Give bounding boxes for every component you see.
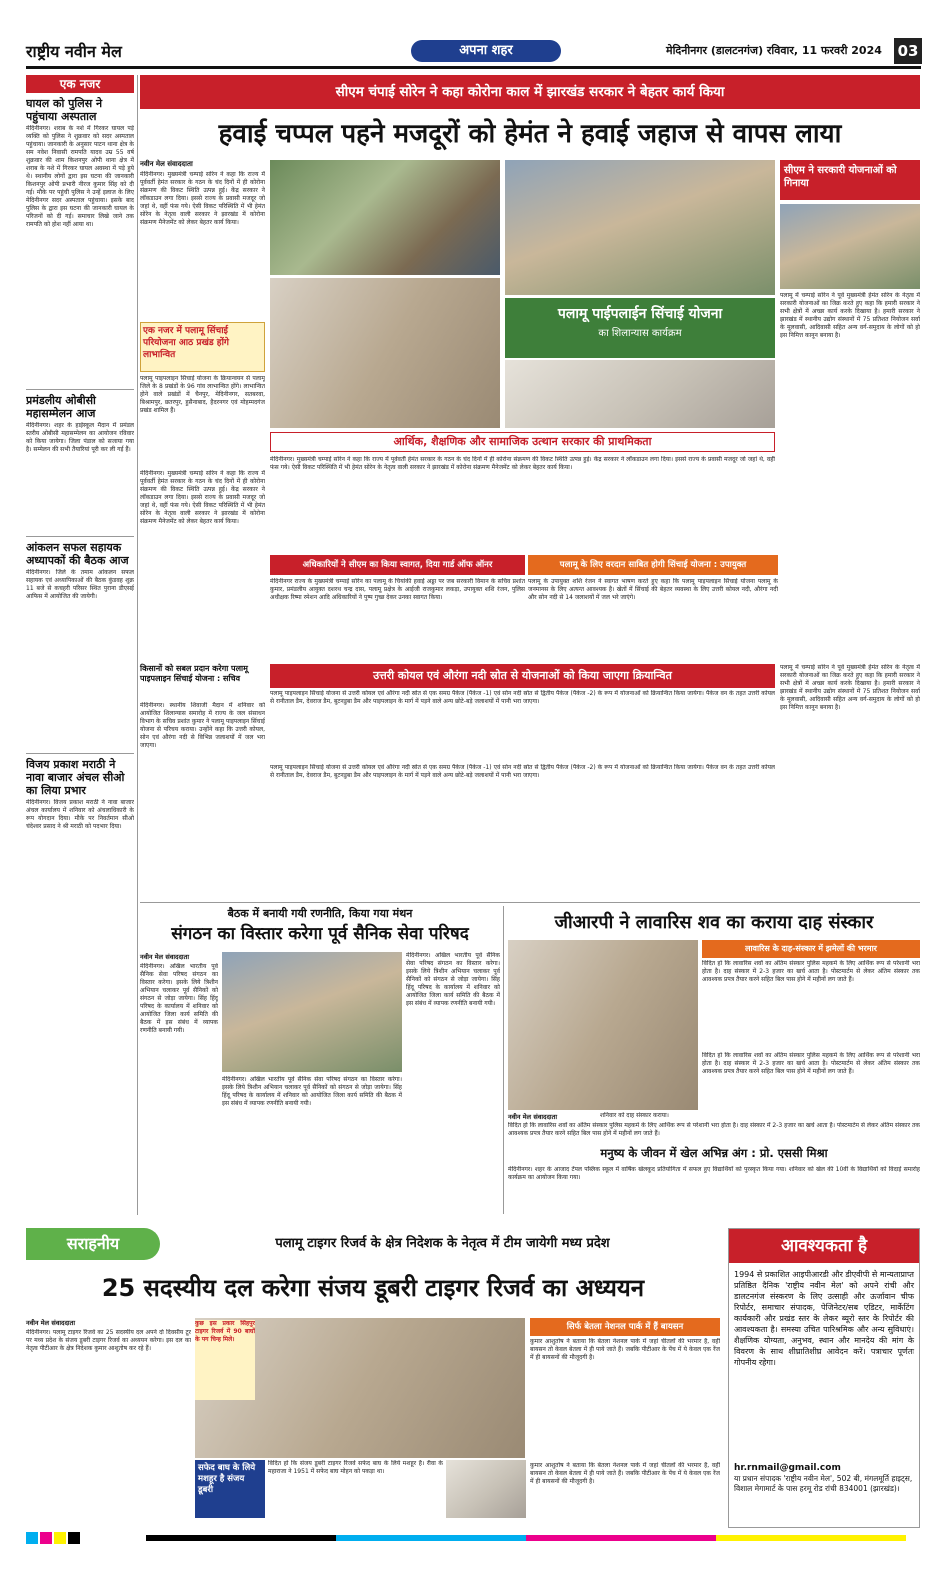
welcome-header	[270, 555, 525, 575]
story-continuation: मेदिनीनगर। मुख्यमंत्री चम्पाई सोरेन ने कहा कि राज्य में पूर्ववर्ती हेमंत सरकार के गठन के चंद दिनों में ही कोरोना संक्रमण की विकट स्थिति उत्पन्न हुई। केंद्र सरकार ने लॉकडाउन लगा दिया। इससे राज्य के प्रवासी मजदूर जो जहां थे, वहीं फंस गये। ऐसी विकट परिस्थिति में भी हेमंत सोरेन के नेतृत्व वाली सरकार ने झारखंड में कोरोना संक्रमण मैनेजमेंट को लेकर बेहतर कार्य किया।	[140, 470, 265, 525]
bottom-headline: 25 सदस्यीय दल करेगा संजय डूबरी टाइगर रिजर्व का अध्ययन	[101, 1274, 645, 1302]
section-badge: अपना शहर	[411, 40, 561, 62]
bottom-kicker: पलामू टाइगर रिजर्व के क्षेत्र निदेशक के नेतृत्व में टीम जायेगी मध्य प्रदेश	[275, 1236, 610, 1251]
irrigation-body: मेदिनीनगर। स्थानीय शिवाजी मैदान में शनिवार को आयोजित शिलान्यास समारोह में राज्य के जल संसाधन विभाग के सचिव प्रशांत कुमार ने पलामू पाइपलाइन सिंचाई योजना से परिचय कराया। उन्होंने कहा कि उत्तरी कोयल, सोन एवं औरंगा नदी से विभिन्न जलाशयों में जल भरा जाएगा।	[140, 702, 265, 749]
ad-address: या प्रधान संपादक 'राष्ट्रीय नवीन मेल', 502 बी, मंगलमूर्ति हाइट्स, विशाल मेगामार्ट के पास हरमू रोड रांची 834001 (झारखंड)।	[734, 1474, 913, 1493]
side-box-header	[140, 322, 265, 372]
grp-body: विदित हो कि लावारिस शवों का अंतिम संस्कार पुलिस महकमे के लिए आर्थिक रूप से परेशानी भरा होता है। दाह संस्कार में 2-3 हजार का खर्च आता है। पोस्टमार्टम से लेकर अंतिम संस्कार तक आवश्यक प्रपत्र तैयार करने सहित बिल पास होने में महीनों लग जाते हैं।	[508, 1122, 920, 1137]
ex-servicemen-photo	[222, 952, 402, 1072]
koel-header	[270, 664, 775, 688]
boon-title: पलामू के लिए वरदान साबित होगी सिंचाई योजना : उपायुक्त	[559, 560, 747, 570]
betla-body: कुमार आशुतोष ने बताया कि बेतला नेशनल पार्क में जहां चीतलों की भरमार है, वहीं बायसन तो केवल बेतला में ही पाये जाते हैं। जबकि पीटीआर के पेंच में ये केवल एक रेंज में ही बायसनों की मौजूदगी है।	[530, 1338, 720, 1361]
right-box-title: सीएम ने सरकारी योजनाओं को गिनाया	[784, 165, 897, 189]
registration-strip	[26, 1532, 921, 1544]
dateline: मेदिनीनगर (डालटनगंज) रविवार, 11 फरवरी 2024	[666, 44, 882, 57]
irrigation-title: किसानों को सबल प्रदान करेगा पलामू पाइपलाइन सिंचाई योजना : सचिव	[140, 664, 248, 683]
tiger-box-title: सफेद बाघ के लिये मशहूर है संजय डूबरी	[198, 1463, 256, 1495]
grp-headline: जीआरपी ने लावारिस शव का कराया दाह संस्कार	[554, 912, 874, 933]
newspaper-brand: राष्ट्रीय नवीन मेल	[26, 42, 122, 61]
cm-photo-2	[505, 160, 775, 295]
news-body: मेदिनीनगर। विजय प्रकाश मराठी ने नावा बाजार अंचल कार्यालय में शनिवार को अंचलाधिकारी के रूप योगदान दिया। मौके पर निवर्तमान सीओ चंदेश्वर प्रसाद ने श्री मराठी को पदभार दिया।	[26, 799, 134, 830]
masthead-rule	[26, 66, 921, 69]
ad-body: 1994 से प्रकाशित आइपीआरडी और डीएवीपी से मान्यताप्राप्त प्रतिष्ठित दैनिक 'राष्ट्रीय नवीन मेल' को अपने रांची और डालटनगंज संस्करण के लिए उत्साही और ऊर्जावान चीफ रिपोर्टर, समाचार संपादक, पेजिनेटर/सब एडिटर, मार्केटिंग कार्यकारी और प्रखंड स्तर के लेकर ब्यूरो स्तर के रिपोर्टर की आवश्यकता है। समस्या उचित पारिश्रमिक और अन्य सुविधाएं। शैक्षणिक योग्यता, अनुभव, स्थान और मानदेय की मांग के विवरण के साथ शीघ्रातिशीघ्र आवेदन करें। पत्राचार पूर्णतः गोपनीय रहेगा।	[734, 1270, 914, 1367]
sports-body: मेदिनीनगर। शहर के आजाद टेंपल पब्लिक स्कूल में वार्षिक खेलकूद प्रतियोगिता में सफल हुए विद्यार्थियों को पुरस्कृत किया गया। शनिवार को खेल की 10वीं के विद्यार्थियों को विदाई समारोह कार्यक्रम का आयोजन किया गया।	[508, 1166, 920, 1181]
side-box-body: पलामू पाइपलाइन सिंचाई योजना के क्रियान्वयन से पलामू जिले के 8 प्रखंडों के 96 गांव लाभान्वित होंगे। लाभान्वित होने वाले प्रखंडों में चैनपुर, मेदिनीनगर, सतबरवा, बिश्रामपुर, छतरपुर, हुसैनाबाद, हैदरनगर एवं मोहम्मदगंज प्रखंड शामिल हैं।	[140, 375, 265, 414]
recruitment-ad	[728, 1228, 920, 1528]
page-number: 03	[894, 38, 922, 64]
news-body: मेदिनीनगर। शराब के नशे में गिरकर घायल पड़े व्यक्ति को पुलिस ने शुक्रवार को सदर अस्पताल पहुंचाया। जानकारी के अनुसार पाटन थाना क्षेत्र के सम नवेश निवासी रामपति यादव उम्र 55 वर्ष शुक्रवार की शाम किशनपुर ओपी थाना क्षेत्र में शराब के नशे में गिरकर घायल अवस्था में पड़े हुये थे। स्थानीय लोगों द्वारा इस घटना की जानकारी किशनपुर ओपी प्रभारी नीरज कुमार सिंह को दी गई। मौके पर पहुंची पुलिस ने उन्हें इलाज के लिए मेदिनीनगर सदर अस्पताल पहुंचाया। इसके बाद पुलिस के द्वारा इस घटना की जानकारी घायल के परिजनों को दी गई। समाचार लिखे जाने तक रामपति को होश नहीं आया था।	[26, 125, 134, 228]
news-title: घायल को पुलिस ने पहुंचाया अस्पताल	[26, 97, 103, 123]
top-kicker-bar	[140, 75, 920, 109]
ad-email[interactable]: hr.rnmail@gmail.com	[734, 1463, 841, 1473]
ad-title: आवश्यकता है	[729, 1229, 919, 1263]
middle-left-headline: संगठन का विस्तार करेगा पूर्व सैनिक सेवा परिषद	[171, 924, 469, 944]
grp-side-header	[702, 940, 920, 958]
right-continuation: पलामू में चम्पाई सोरेन ने पूर्व मुख्यमंत्री हेमंत सोरेन के नेतृत्व में सरकारी योजनाओं का जिक्र करते हुए कहा कि हमारी सरकार ने सभी क्षेत्रों में अच्छा कार्य करके दिखाया है। हमारी सरकार ने झारखंड में स्थानीय उद्योग संस्थानों में 75 प्रतिशत नियोजन सर्वा के मूलवासी, आदिवासी सहित अन्य वर्ग-समुदाय के लोगों को हो इस निमित्त कानून बनाया है।	[780, 664, 920, 711]
middle-left-col3: मेदिनीनगर। अखिल भारतीय पूर्व सैनिक सेवा परिषद संगठन का विस्तार करेगा। इसके लिये त्रिशीन अभियान चलाकर पूर्व सैनिकों को संगठन से जोड़ा जायेगा। सिंह हिंदू परिषद के कार्यालय में शनिवार को आयोजित जिला कार्य समिति की बैठक में इस संबंध में व्यापक रणनीति बनायी गयी।	[406, 952, 500, 1007]
cm-photo-4	[505, 360, 775, 428]
sarahniya-tag	[26, 1228, 160, 1260]
koel-title: उत्तरी कोयल एवं औरंगा नदी स्रोत से योजनाओं को किया जाएगा क्रियान्वित	[373, 669, 672, 682]
byline: नवीन मेल संवाददाता	[508, 1113, 557, 1121]
bottom-body: मेदिनीनगर। पलामू टाइगर रिजर्व का 25 सदस्यीय दल अपने दो दिवसीय टूर पर मध्य प्रदेश के संजय डूबरी टाइगर रिजर्व का अध्ययन करेगा। इस दल का नेतृत्व पीटीआर के क्षेत्र निदेशक कुमार आशुतोष कर रहे हैं।	[26, 1329, 191, 1352]
banner-title: पलामू पाईपलाईन सिंचाई योजना	[557, 306, 723, 322]
masthead	[26, 38, 926, 66]
news-title: विजय प्रकाश मराठी ने नावा बाजार अंचल सीओ का लिया प्रभार	[26, 758, 125, 797]
banner-subtitle: का शिलान्यास कार्यक्रम	[598, 328, 682, 339]
right-box-body: पलामू में चम्पाई सोरेन ने पूर्व मुख्यमंत्री हेमंत सोरेन के नेतृत्व में सरकारी योजनाओं का जिक्र करते हुए कहा कि हमारी सरकार ने सभी क्षेत्रों में अच्छा कार्य करके दिखाया है। हमारी सरकार ने झारखंड में स्थानीय उद्योग संस्थानों में 75 प्रतिशत नियोजन सर्वा के मूलवासी, आदिवासी सहित अन्य वर्ग-समुदाय के लोगों को हो इस निमित्त कानून बनाया है।	[780, 292, 920, 339]
betla-title: सिर्फ बेतला नेशनल पार्क में हैं बायसन	[566, 1322, 684, 1332]
betla-header	[530, 1318, 720, 1336]
boon-header	[528, 555, 778, 575]
koel-body: पलामू पाइपलाइन सिंचाई योजना से उत्तरी कोयल एवं औरंगा नदी स्रोत से एक समग्र पैकेज (पैकेज -1) एवं सोन नदी स्रोत से द्वितीय पैकेज (पैकेज -2) के रूप में योजनाओं को क्रियान्वित किया जायेगा। पैकेज वन के तहत उत्तरी कोयल से रानीताल डैम, देवराज डैम, बुटनडुबा डैम और पाइपलाइन के मार्ग में पड़ने वाले अन्य छोटे-बड़े जलाशयों में पानी भरा जाएगा।	[270, 690, 775, 705]
main-story-body: मेदिनीनगर। मुख्यमंत्री चम्पाई सोरेन ने कहा कि राज्य में पूर्ववर्ती हेमंत सरकार के गठन के चंद दिनों में ही कोरोना संक्रमण की विकट स्थिति उत्पन्न हुई। केंद्र सरकार ने लॉकडाउन लगा दिया। इससे राज्य के प्रवासी मजदूर जो जहां थे, वहीं फंस गये। ऐसी विकट परिस्थिति में भी हेमंत सोरेन के नेतृत्व वाली सरकार ने झारखंड में कोरोना संक्रमण मैनेजमेंट को लेकर बेहतर कार्य किया।	[270, 456, 775, 471]
middle-left-body: मेदिनीनगर। अखिल भारतीय पूर्व सैनिक सेवा परिषद संगठन का विस्तार करेगा। इसके लिये त्रिशीन अभियान चलाकर पूर्व सैनिकों को संगठन से जोड़ा जायेगा। सिंह हिंदू परिषद के कार्यालय में शनिवार को आयोजित जिला कार्य समिति की बैठक में इस संबंध में व्यापक रणनीति बनायी गयी।	[140, 963, 218, 1034]
grp-body-right: विदित हो कि लावारिस शवों का अंतिम संस्कार पुलिस महकमे के लिए आर्थिक रूप से परेशानी भरा होता है। दाह संस्कार में 2-3 हजार का खर्च आता है। पोस्टमार्टम से लेकर अंतिम संस्कार तक आवश्यक प्रपत्र तैयार करने सहित बिल पास होने में महीनों लग जाते हैं।	[702, 1052, 920, 1075]
byline: नवीन मेल संवाददाता	[140, 160, 193, 168]
middle-left-kicker: बैठक में बनायी गयी रणनीति, किया गया मंथन	[227, 907, 413, 920]
ek-nazar-header: एक नजर	[26, 75, 134, 93]
top-kicker: सीएम चंपाई सोरेन ने कहा कोरोना काल में झारखंड सरकार ने बेहतर कार्य किया	[335, 84, 725, 100]
photo-caption: आर्थिक, शैक्षणिक और सामाजिक उत्थान सरकार की प्राथमिकता	[393, 435, 652, 448]
side-box-title: एक नजर में पलामू सिंचाई परियोजना आठ प्रखंड होंगे लाभान्वित	[143, 326, 229, 360]
left-news-column	[26, 97, 134, 922]
lead-text: मेदिनीनगर। मुख्यमंत्री चम्पाई सोरेन ने कहा कि राज्य में पूर्ववर्ती हेमंत सरकार के गठन के चंद दिनों में ही कोरोना संक्रमण की विकट स्थिति उत्पन्न हुई। केंद्र सरकार ने लॉकडाउन लगा दिया। इससे राज्य के प्रवासी मजदूर जो जहां थे, वहीं फंस गये। ऐसी विकट परिस्थिति में भी हेमंत सोरेन के नेतृत्व वाली सरकार ने झारखंड में कोरोना संक्रमण मैनेजमेंट को लेकर बेहतर कार्य किया।	[140, 171, 265, 226]
byline: नवीन मेल संवाददाता	[26, 1319, 75, 1327]
news-body: मेदिनीनगर। शहर के हाईस्कूल मैदान में प्रमंडल स्तरीय ओबीसी महासम्मेलन का आयोजन रविवार को किया जायेगा। जिला पंडाल को सजाया गया है। सम्मेलन की सभी तैयारियां पूरी कर ली गई हैं।	[26, 422, 134, 453]
news-body: मेदिनीनगर। जिले के तमाम आंकलन सफल सहायक एवं अध्यापिकाओं की बैठक कुंडवह शुक्र 11 बजे से कचहरी परिसर स्थित पुराना डीएसई आफिस में आयोजित की जायेगी।	[26, 569, 134, 600]
tag-label: सराहनीय	[66, 1234, 120, 1253]
bottom-left-col	[26, 1318, 191, 1518]
cm-photo-3	[270, 278, 500, 428]
top-headline: हवाई चप्पल पहने मजदूरों को हेमंत ने हवाई जहाज से वापस लाया	[218, 119, 842, 149]
tiger-box-body: विदित हो कि संजय डूबरी टाइगर रिजर्व सफेद बाघ के लिये मशहूर है। रीवा के महाराजा ने 1951 में सफेद बाघ मोहन को पकड़ा था।	[268, 1460, 443, 1475]
tiger-box-header	[195, 1460, 265, 1518]
photo-note: कुछ इस प्रकार सिंहपुर टाइगर रिजर्व में 90 बाघों के पग चिन्ह मिले।	[195, 1320, 255, 1400]
continuation-text: पलामू पाइपलाइन सिंचाई योजना से उत्तरी कोयल एवं औरंगा नदी स्रोत से एक समग्र पैकेज (पैकेज -1) एवं सोन नदी स्रोत से द्वितीय पैकेज (पैकेज -2) के रूप में योजनाओं को क्रियान्वित किया जायेगा। पैकेज वन के तहत उत्तरी कोयल से रानीताल डैम, देवराज डैम, बुटनडुबा डैम और पाइपलाइन के मार्ग में पड़ने वाले अन्य छोटे-बड़े जलाशयों में पानी भरा जाएगा।	[270, 764, 775, 779]
welcome-body: मेदिनीनगर राज्य के मुख्यमंत्री चम्पाई सोरेन का पलामू के चियांकी हवाई अड्डा पर जब सरकारी विमान के सचिव प्रशांत कुमार, प्रमंडलीय आयुक्त दशरथ चन्द्र दास, पलामू प्रक्षेत्र के आईजी राजकुमार लकड़ा, उपायुक्त शशि रंजन, पुलिस अधीक्षक रिष्मा रमेशन आदि अधिकारियों ने पुष्प गुच्छ देकर उनका स्वागत किया।	[270, 578, 525, 601]
photo-caption-box	[270, 432, 775, 452]
cm-photo-1	[270, 160, 500, 275]
welcome-title: अधिकारियों ने सीएम का किया स्वागत, दिया गार्ड ऑफ ऑनर	[302, 560, 493, 570]
byline: नवीन मेल संवाददाता	[140, 953, 189, 961]
white-tiger-photo	[446, 1460, 526, 1518]
boon-body: पलामू के उपायुक्त शशि रंजन ने स्वागत भाषण करते हुए कहा कि पलामू पाइपलाइन सिंचाई योजना पलामू के जनमानस के लिए अत्यन्त आवश्यक है। खेतों में सिंचाई की बेहतर व्यवस्था के लिए उत्तरी कोयल नदी, औरंगा नदी और सोन नदी से 14 जलाशयों में जल भरे जाएंगे।	[528, 578, 778, 601]
sports-headline: मनुष्य के जीवन में खेल अभिन्न अंग : प्रो. एससी मिश्रा	[600, 1146, 828, 1160]
middle-left-col2: मेदिनीनगर। अखिल भारतीय पूर्व सैनिक सेवा परिषद संगठन का विस्तार करेगा। इसके लिये त्रिशीन अभियान चलाकर पूर्व सैनिकों को संगठन से जोड़ा जायेगा। सिंह हिंदू परिषद के कार्यालय में शनिवार को आयोजित जिला कार्य समिति की बैठक में इस संबंध में व्यापक रणनीति बनायी गयी।	[222, 1076, 402, 1107]
top-story-lead-column	[140, 160, 265, 320]
grp-caption: शनिवार को दाह संस्कार कराया।	[600, 1112, 669, 1119]
news-title: प्रमंडलीय ओबीसी महासम्मेलन आज	[26, 394, 96, 420]
grp-side-body: विदित हो कि लावारिस शवों का अंतिम संस्कार पुलिस महकमे के लिए आर्थिक रूप से परेशानी भरा होता है। दाह संस्कार में 2-3 हजार का खर्च आता है। पोस्टमार्टम से लेकर अंतिम संस्कार तक आवश्यक प्रपत्र तैयार करने सहित बिल पास होने में महीनों लग जाते हैं।	[702, 960, 920, 983]
right-box-photo	[780, 204, 920, 289]
news-title: आंकलन सफल सहायक अध्यापकों की बैठक आज	[26, 541, 129, 567]
right-box-header	[780, 160, 920, 200]
middle-left-col1	[140, 952, 218, 1210]
scheme-banner	[505, 298, 775, 358]
betla-body-2: कुमार आशुतोष ने बताया कि बेतला नेशनल पार्क में जहां चीतलों की भरमार है, वहीं बायसन तो केवल बेतला में ही पाये जाते हैं। जबकि पीटीआर के पेंच में ये केवल एक रेंज में ही बायसनों की मौजूदगी है।	[530, 1462, 720, 1485]
grp-photo	[508, 940, 698, 1110]
grp-side-title: लावारिस के दाह-संस्कार में झमेलों की भरमार	[745, 944, 877, 953]
